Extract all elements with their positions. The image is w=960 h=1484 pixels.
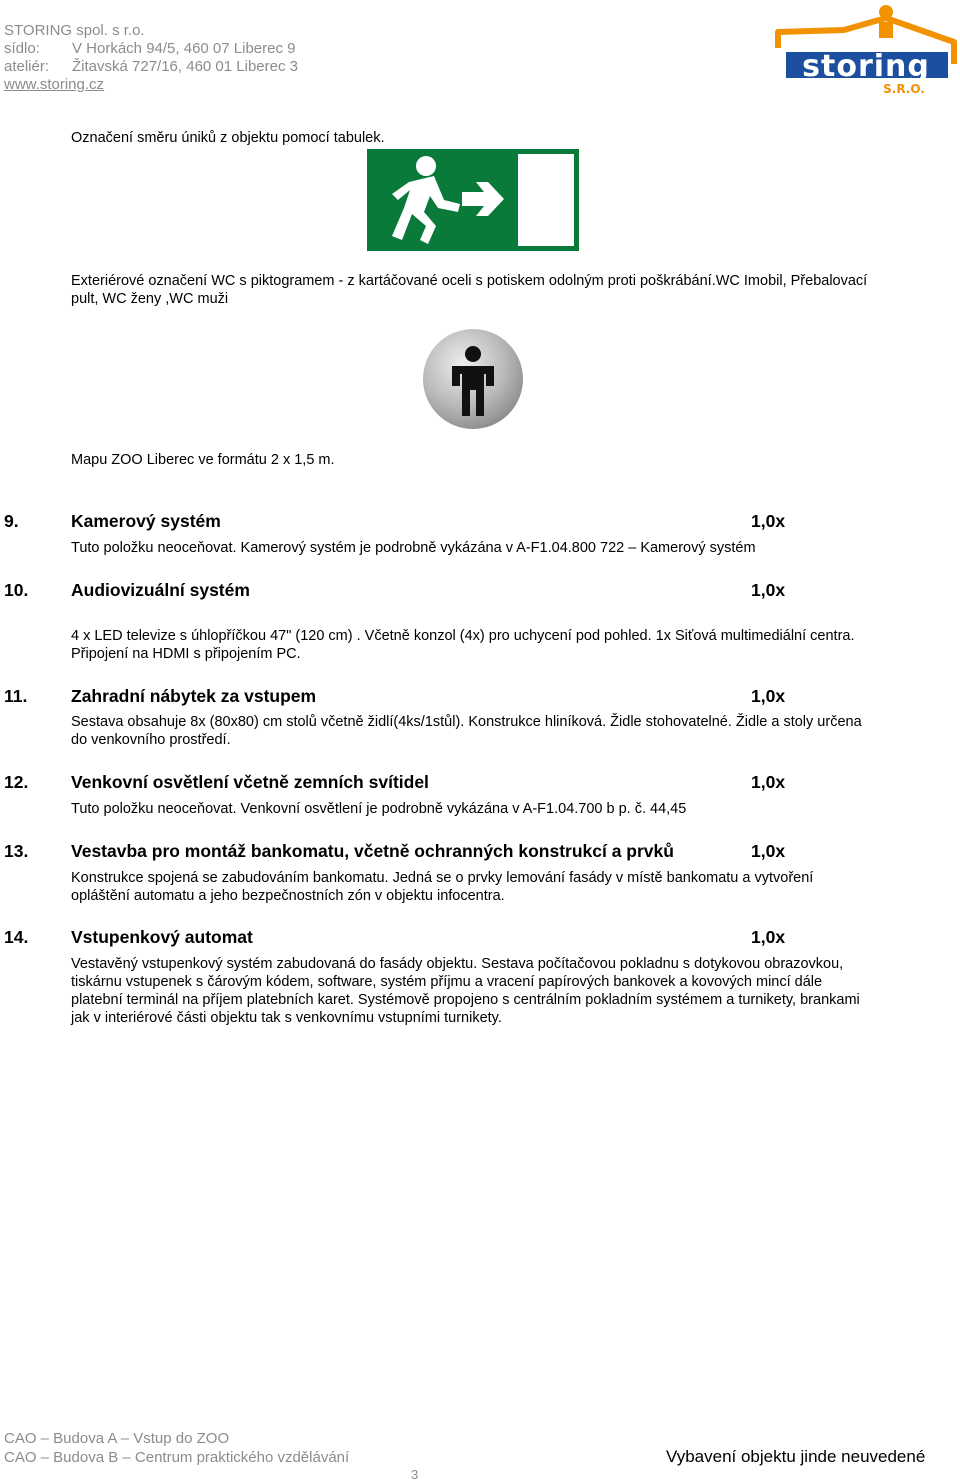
item-number: 11.	[4, 686, 28, 706]
company-name: STORING spol. s r.o.	[4, 22, 145, 39]
seat-address	[4, 40, 295, 58]
page-number: 3	[411, 1467, 419, 1482]
escape-route-text: Označení směru úniků z objektu pomocí tabulek.	[71, 130, 385, 146]
wc-men-plate	[422, 328, 524, 430]
item-quantity: 1,0x	[751, 927, 786, 947]
item-number: 12.	[4, 772, 29, 792]
wc-signage-text: Exteriérové označení WC s piktogramem - z kartáčované oceli s potiskem odolným proti poškrábání.WC Imobil, Přebalovací pult, WC ženy ,WC muži	[71, 273, 868, 307]
item-title: Zahradní nábytek za vstupem	[71, 686, 317, 706]
item-description: Vestavěný vstupenkový systém zabudovaná do fasády objektu. Sestava počítačovou pokladnu s dotykovou obrazovkou, tiskárnu vstupenek s čárovým kódem, software, systém příjmu a vracení papírových bankovek a kovových mincí dále platební terminál na příjem platebních karet. Systémově propojeno s centrálním pokladním systémem a turnikety, brankami jak v interiérové části objektu tak s venkovnímu vstupními turnikety.	[71, 956, 860, 1026]
running-man-exit-icon	[364, 146, 582, 254]
svg-text:storing: storing	[802, 49, 930, 84]
item-title: Audiovizuální systém	[71, 580, 250, 600]
item-description: Konstrukce spojená se zabudováním bankomatu. Jedná se o prvky lemování fasády v místě bankomatu a vytvoření opláštění automatu a jeho bezpečnostních zón v objektu infocentra.	[71, 870, 814, 904]
storing-logo	[774, 2, 958, 98]
item-title: Venkovní osvětlení včetně zemních svítidel	[71, 772, 429, 792]
seat-label: sídlo:	[4, 40, 40, 57]
footer-section-title: Vybavení objektu jinde neuvedené	[666, 1447, 926, 1466]
emergency-exit-sign	[364, 146, 582, 254]
male-wc-icon	[422, 328, 524, 430]
item-title: Vstupenkový automat	[71, 927, 253, 947]
item-quantity: 1,0x	[751, 580, 786, 600]
footer-building-b: CAO – Budova B – Centrum praktického vzdělávání	[4, 1449, 350, 1466]
item-quantity: 1,0x	[751, 772, 786, 792]
studio-value: Žitavská 727/16, 460 01 Liberec 3	[72, 58, 298, 75]
item-description: Sestava obsahuje 8x (80x80) cm stolů včetně židlí(4ks/1stůl). Konstrukce hliníková. Židle stohovatelné. Židle a stoly určena do venkovního prostředí.	[71, 714, 862, 748]
website-link[interactable]: www.storing.cz	[4, 76, 105, 93]
zoo-map-text: Mapu ZOO Liberec ve formátu 2 x 1,5 m.	[71, 452, 335, 468]
item-number: 10.	[4, 580, 29, 600]
studio-label: ateliér:	[4, 58, 50, 75]
studio-address	[4, 58, 298, 76]
item-description: Tuto položku neoceňovat. Venkovní osvětlení je podrobně vykázána v A-F1.04.700 b p. č. 44,45	[71, 801, 687, 817]
item-quantity: 1,0x	[751, 686, 786, 706]
seat-value: V Horkách 94/5, 460 07 Liberec 9	[72, 40, 296, 57]
svg-text:S.R.O.: S.R.O.	[883, 82, 925, 96]
item-number: 14.	[4, 927, 29, 947]
item-title: Vestavba pro montáž bankomatu, včetně ochranných konstrukcí a prvků	[71, 841, 674, 861]
website[interactable]	[4, 76, 104, 94]
footer-building-a: CAO – Budova A – Vstup do ZOO	[4, 1430, 230, 1447]
item-description: Tuto položku neoceňovat. Kamerový systém je podrobně vykázána v A-F1.04.800 722 – Kamerový systém	[71, 540, 756, 556]
item-quantity: 1,0x	[751, 841, 786, 861]
item-number: 9.	[4, 511, 19, 531]
item-number: 13.	[4, 841, 29, 861]
item-quantity: 1,0x	[751, 511, 786, 531]
item-title: Kamerový systém	[71, 511, 221, 531]
item-description: 4 x LED televize s úhlopříčkou 47" (120 cm) . Včetně konzol (4x) pro uchycení pod pohled. 1x Siťová multimediální centra. Připojení na HDMI s připojením PC.	[71, 628, 855, 662]
